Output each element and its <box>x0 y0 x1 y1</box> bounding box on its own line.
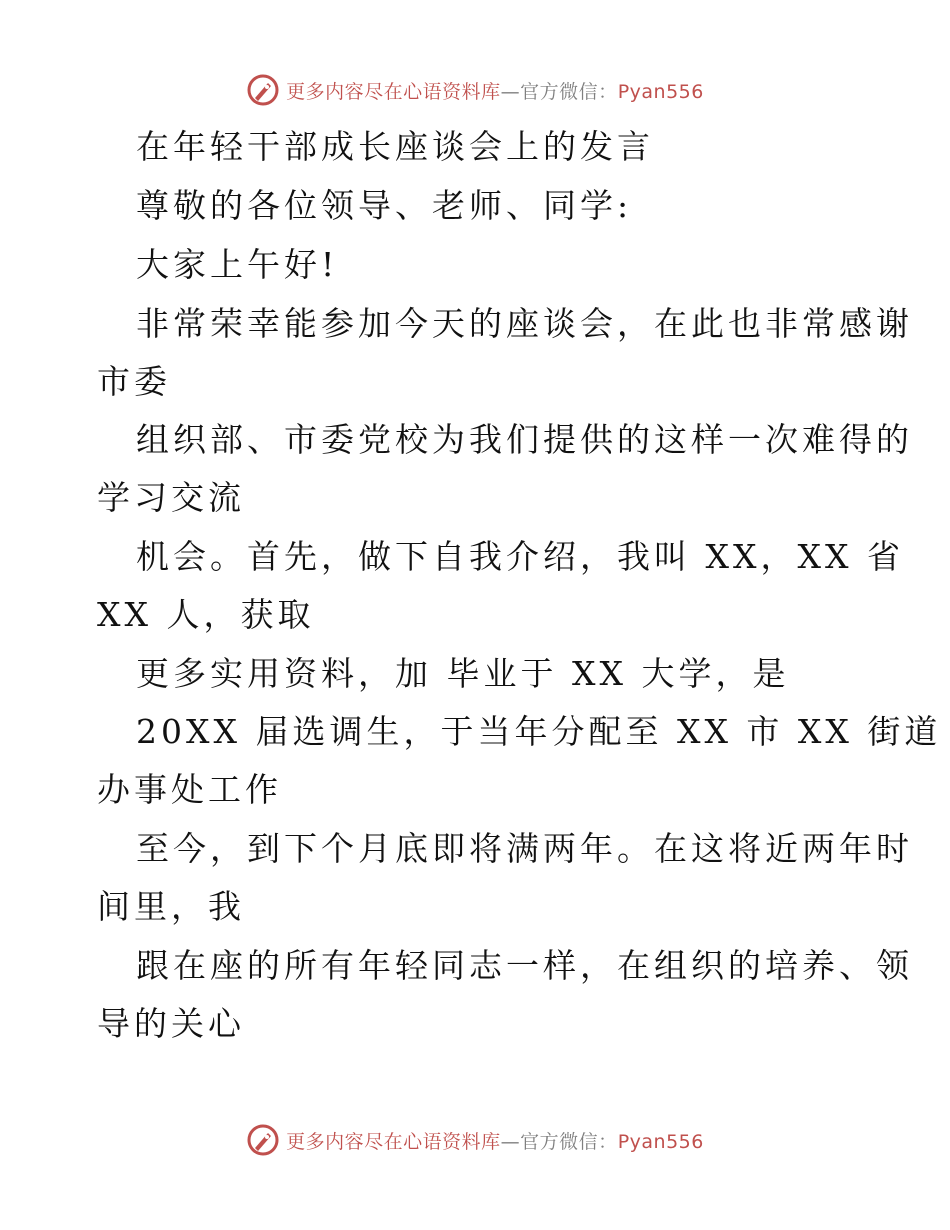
text-line: 间里，我 <box>97 887 245 926</box>
watermark-wechat-label: 官方微信： <box>520 1130 618 1153</box>
text-line: 学习交流 <box>97 478 245 517</box>
header-watermark <box>0 70 950 110</box>
watermark-text <box>286 77 704 104</box>
text-line: 组织部、市委党校为我们提供的这样一次难得的 <box>136 420 913 459</box>
text-line: 导的关心 <box>97 1004 245 1043</box>
pen-logo-icon <box>246 73 280 107</box>
watermark-dash: — <box>500 80 521 103</box>
text-line: 至今，到下个月底即将满两年。在这将近两年时 <box>136 829 913 868</box>
text-line: 办事处工作 <box>97 770 282 809</box>
watermark-wechat-label: 官方微信： <box>520 80 618 103</box>
footer-watermark <box>0 1120 950 1160</box>
watermark-wechat-id: Pyan556 <box>617 80 704 103</box>
salutation: 尊敬的各位领导、老师、同学: <box>136 186 633 225</box>
text-line: 机会。首先，做下自我介绍，我叫 XX，XX 省 <box>136 537 904 576</box>
text-line: 非常荣幸能参加今天的座谈会，在此也非常感谢 <box>136 304 913 343</box>
watermark-dash: — <box>500 1130 521 1153</box>
text-line: 市委 <box>97 362 171 401</box>
watermark-text <box>286 1127 704 1154</box>
text-line: XX 人，获取 <box>97 595 315 634</box>
greeting: 大家上午好! <box>136 245 339 284</box>
document-title: 在年轻干部成长座谈会上的发言 <box>136 127 654 166</box>
text-line: 20XX 届选调生，于当年分配至 XX 市 XX 街道 <box>136 712 942 751</box>
watermark-wechat-id: Pyan556 <box>617 1130 704 1153</box>
text-line: 更多实用资料，加 毕业于 XX 大学，是 <box>136 654 790 693</box>
pen-logo-icon <box>246 1123 280 1157</box>
watermark-site: 更多内容尽在心语资料库 <box>286 1130 501 1153</box>
text-line: 跟在座的所有年轻同志一样，在组织的培养、领 <box>136 946 913 985</box>
watermark-site: 更多内容尽在心语资料库 <box>286 80 501 103</box>
